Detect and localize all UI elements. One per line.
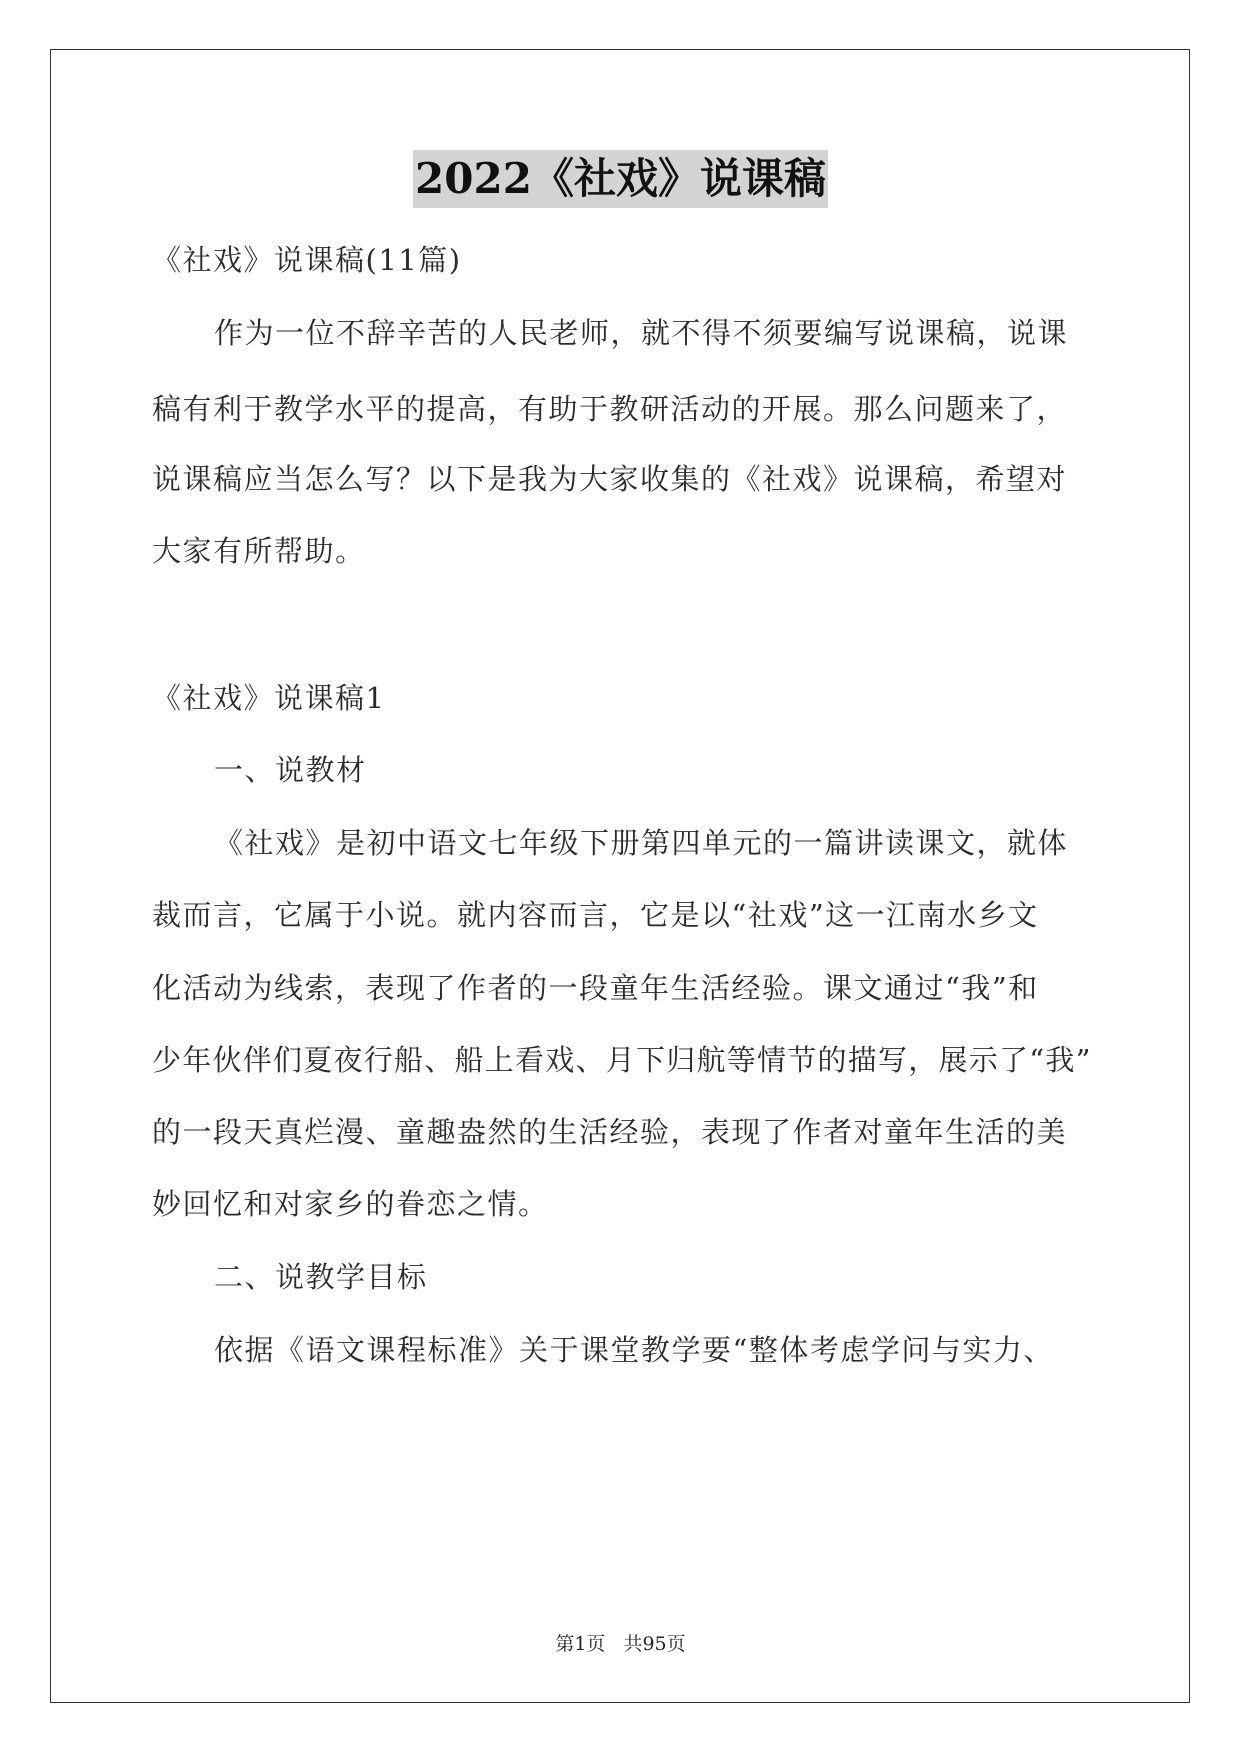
part1-line-5: 的一段天真烂漫、童趣盎然的生活经验，表现了作者对童年生活的美: [152, 1115, 1068, 1149]
document-title: 2022《社戏》说课稿: [413, 150, 828, 208]
part1-line-4: 少年伙伴们夏夜行船、船上看戏、月下归航等情节的描写，展示了“我”: [152, 1043, 1092, 1077]
document-subtitle: 《社戏》说课稿(11篇): [152, 243, 462, 277]
part1-line-1: 《社戏》是初中语文七年级下册第四单元的一篇讲读课文，就体: [214, 826, 1069, 860]
part1-heading: 一、说教材: [214, 753, 367, 787]
intro-line-3: 说课稿应当怎么写？以下是我为大家收集的《社戏》说课稿，希望对: [152, 462, 1068, 496]
part2-heading: 二、说教学目标: [214, 1260, 428, 1294]
part2-line-1: 依据《语文课程标准》关于课堂教学要“整体考虑学问与实力、: [214, 1333, 1054, 1367]
part1-line-2: 裁而言，它属于小说。就内容而言，它是以“社戏”这一江南水乡文: [152, 898, 1039, 932]
title-wrap: [0, 150, 1241, 208]
part1-line-3: 化活动为线索，表现了作者的一段童年生活经验。课文通过“我”和: [152, 971, 1039, 1005]
intro-line-2: 稿有利于教学水平的提高，有助于教研活动的开展。那么问题来了，: [152, 392, 1068, 426]
intro-line-1: 作为一位不辞辛苦的人民老师，就不得不须要编写说课稿，说课: [214, 316, 1069, 350]
part1-line-6: 妙回忆和对家乡的眷恋之情。: [152, 1187, 549, 1221]
page-border: [50, 49, 1190, 1703]
page-total: 共95页: [623, 1633, 686, 1655]
page-number: 第1页: [555, 1633, 606, 1655]
intro-line-4: 大家有所帮助。: [152, 534, 366, 568]
page-footer: [0, 1629, 1241, 1656]
section-heading: 《社戏》说课稿1: [152, 681, 386, 715]
